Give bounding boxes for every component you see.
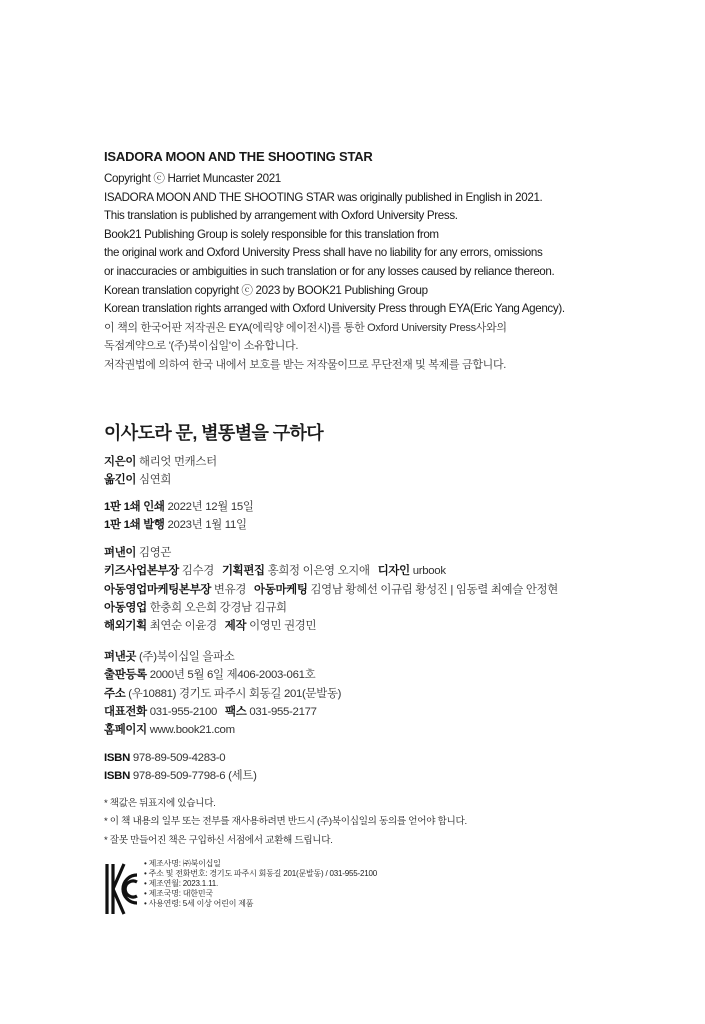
copyright-line: or inaccuracies or ambiguities in such translation or for any losses caused by reliance thereon. bbox=[104, 264, 555, 278]
value: 2022년 12월 15일 bbox=[167, 501, 254, 513]
value: 031-955-2100 bbox=[149, 705, 218, 718]
value: 김영곤 bbox=[139, 547, 172, 559]
korean-title: 이사도라 문, 별똥별을 구하다 bbox=[104, 423, 324, 443]
label: ISBN bbox=[104, 752, 131, 764]
value: 김영남 황혜선 이규림 황성진 | 임동렬 최예슬 안정현 bbox=[310, 583, 558, 596]
value: (우10881) 경기도 파주시 회동길 201(문발동) bbox=[128, 687, 342, 700]
english-title: ISADORA MOON AND THE SHOOTING STAR bbox=[104, 149, 373, 164]
label: 해외기획 bbox=[104, 620, 147, 633]
label: 출판등록 bbox=[104, 669, 147, 682]
notes bbox=[104, 795, 467, 850]
value: 031-955-2177 bbox=[249, 705, 317, 718]
note: * 이 책 내용의 일부 또는 전부를 재사용하려면 반드시 (주)북이십일의 동의를 얻어야 합니다. bbox=[104, 816, 467, 828]
homepage-link: www.book21.com bbox=[149, 724, 235, 737]
label: 옮긴이 bbox=[104, 474, 137, 487]
value: 심연희 bbox=[139, 474, 172, 487]
author-credits bbox=[104, 453, 217, 490]
label: 제작 bbox=[224, 620, 247, 633]
value: (주)북이십일 을파소 bbox=[139, 651, 235, 663]
korean-copyright-line: 이 책의 한국어판 저작권은 EYA(에릭양 에이전시)를 통한 Oxford University Press사와의 bbox=[104, 321, 507, 334]
value: 김수경 bbox=[181, 565, 214, 578]
copyright-line: This translation is published by arrangement with Oxford University Press. bbox=[104, 209, 458, 223]
label: 아동영업 bbox=[104, 601, 147, 614]
label: 대표전화 bbox=[104, 705, 147, 718]
edition-info bbox=[104, 498, 254, 535]
label: 기획편집 bbox=[221, 565, 265, 578]
isbn-block bbox=[104, 749, 257, 786]
label: 지은이 bbox=[104, 456, 137, 468]
label: 아동마케팅 bbox=[254, 583, 308, 596]
label: 펴낸곳 bbox=[104, 651, 137, 663]
value: 2023년 1월 11일 bbox=[167, 519, 247, 532]
copyright-line: Book21 Publishing Group is solely responsible for this translation from bbox=[104, 227, 439, 241]
label: 홈페이지 bbox=[104, 724, 147, 737]
staff-credits bbox=[104, 544, 558, 635]
korean-copyright-line: 저작권법에 의하여 한국 내에서 보호를 받는 저작물이므로 무단전재 및 복제를 금합니다. bbox=[104, 358, 507, 371]
kc-certification-logo-icon bbox=[104, 862, 138, 916]
value: 홍희정 이은영 오지애 bbox=[267, 565, 370, 578]
korean-copyright-line: 독점계약으로 '(주)북이십일'이 소유합니다. bbox=[104, 340, 299, 353]
note: * 잘못 만들어진 책은 구입하신 서점에서 교환해 드립니다. bbox=[104, 834, 333, 846]
english-copyright-block bbox=[104, 170, 565, 375]
value: 해리엇 먼캐스터 bbox=[139, 456, 217, 468]
kc-item: • 제조연월: 2023.1.11. bbox=[144, 879, 218, 888]
label: 주소 bbox=[104, 687, 126, 700]
label: 1판 1쇄 발행 bbox=[104, 519, 165, 532]
label: 키즈사업본부장 bbox=[104, 565, 179, 578]
kc-product-info bbox=[144, 859, 377, 909]
copyright-line: Korean translation copyright ⓒ 2023 by BOOK21 Publishing Group bbox=[104, 283, 428, 297]
note: * 책값은 뒤표지에 있습니다. bbox=[104, 798, 216, 809]
value: 최연순 이윤경 bbox=[149, 620, 217, 633]
value: urbook bbox=[412, 565, 446, 578]
label: 팩스 bbox=[225, 705, 247, 718]
kc-item: • 주소 및 전화번호: 경기도 파주시 회동길 201(문발동) / 031-955-2100 bbox=[144, 869, 377, 878]
copyright-line: Korean translation rights arranged with Oxford University Press through EYA(Eric Yang Agency). bbox=[104, 302, 565, 316]
kc-item: • 제조국명: 대한민국 bbox=[144, 889, 213, 898]
kc-item: • 제조사명: ㈜북이십일 bbox=[144, 859, 221, 868]
label: 디자인 bbox=[377, 565, 410, 578]
copyright-line: the original work and Oxford University Press shall have no liability for any errors, omissions bbox=[104, 246, 543, 260]
label: 아동영업마케팅본부장 bbox=[104, 583, 212, 596]
isbn-value: 978-89-509-7798-6 (세트) bbox=[132, 770, 257, 783]
publisher-info bbox=[104, 648, 341, 739]
kc-item: • 사용연령: 5세 이상 어린이 제품 bbox=[144, 899, 254, 908]
label: 1판 1쇄 인쇄 bbox=[104, 501, 165, 513]
value: 이영민 권경민 bbox=[249, 620, 317, 633]
value: 한충희 오은희 강경남 김규희 bbox=[149, 601, 287, 614]
value: 2000년 5월 6일 제406-2003-061호 bbox=[149, 669, 316, 682]
copyright-line: ISADORA MOON AND THE SHOOTING STAR was originally published in English in 2021. bbox=[104, 190, 543, 204]
label: 펴낸이 bbox=[104, 547, 137, 559]
label: ISBN bbox=[104, 770, 131, 783]
value: 변유경 bbox=[213, 583, 247, 596]
isbn-value: 978-89-509-4283-0 bbox=[132, 752, 226, 764]
copyright-line: Copyright ⓒ Harriet Muncaster 2021 bbox=[104, 172, 281, 185]
